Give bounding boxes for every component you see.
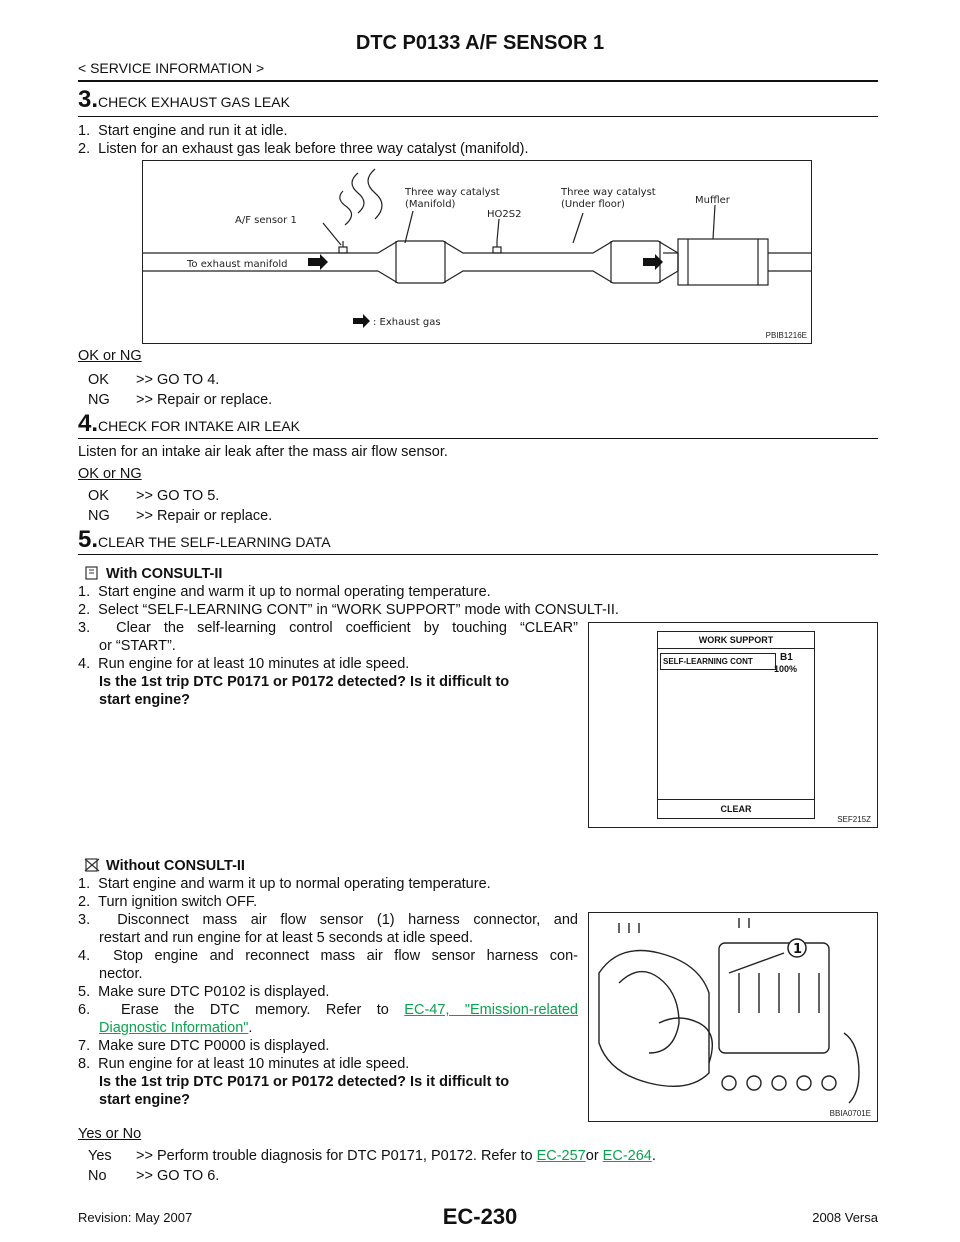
no-consult-icon [84,858,102,872]
label-twc-underfloor-2: (Under floor) [561,199,625,210]
step-4-result-ng: NG >> Repair or replace. [88,508,273,524]
screen-bank: B1 [780,652,793,663]
step-3-result-ok: OK >> GO TO 4. [88,372,220,388]
callout-1: 1 [793,942,803,957]
header-rule [78,80,878,82]
label-to-manifold: To exhaust manifold [187,259,288,270]
step-5-rule [78,554,878,555]
consult-screen-figure [588,622,878,828]
exhaust-system-figure [142,160,812,344]
step-4-rule [78,438,878,439]
without-item-1: 1. Start engine and warm it up to normal operating temperature. [78,876,491,892]
label-af-sensor: A/F sensor 1 [235,215,297,226]
footer-model: 2008 Versa [812,1210,878,1225]
with-item-2: 2. Select “SELF-LEARNING CONT” in “WORK SUPPORT” mode with CONSULT-II. [78,602,619,618]
clear-button: CLEAR [658,799,814,818]
figure-id: PBIB1216E [765,331,807,340]
footer-revision: Revision: May 2007 [78,1210,193,1225]
page-title: DTC P0133 A/F SENSOR 1 [355,32,605,54]
with-consult-heading: With CONSULT-II [84,565,222,583]
step-4-heading: 4.CHECK FOR INTAKE AIR LEAK [78,410,301,437]
without-item-2: 2. Turn ignition switch OFF. [78,894,258,910]
step-3-result-ng: NG >> Repair or replace. [88,392,273,408]
with-item-3-4: 3. Clear the self-learning control coefficient by touching “CLEAR” or “START”. 4. Run engine for at least 10 minutes at idle speed. Is the 1st trip DTC P0171 or P0172 detected? Is it difficult to start engine? [78,620,578,708]
step-5-result-label: Yes or No [78,1126,142,1142]
step-4-result-label: OK or NG [78,466,142,482]
with-item-1: 1. Start engine and warm it up to normal operating temperature. [78,584,491,600]
engine-photo-figure [588,912,878,1122]
screen-figure-id: SEF215Z [837,815,871,824]
step-4-text: Listen for an intake air leak after the mass air flow sensor. [78,444,448,460]
step-3-heading: 3.CHECK EXHAUST GAS LEAK [78,86,290,113]
step-5-result-no: No >> GO TO 6. [88,1168,220,1184]
section-label: < SERVICE INFORMATION > [78,60,265,76]
step-3-result-label: OK or NG [78,348,142,364]
step-4-result-ok: OK >> GO TO 5. [88,488,220,504]
screen-value: 100% [774,664,798,674]
step-3-item-1: 1. Start engine and run it at idle. [78,123,288,139]
screen-header: WORK SUPPORT [658,632,814,649]
label-twc-manifold-1: Three way catalyst [405,187,500,198]
link-ec-47-cont[interactable]: Diagnostic Information" [99,1020,249,1036]
screen-item: SELF-LEARNING CONT [660,653,776,670]
step-3-rule [78,116,878,117]
step-5-result-yes: Yes >> Perform trouble diagnosis for DTC P0171, P0172. Refer to EC-257or EC-264. [88,1148,656,1164]
label-muffler: Muffler [695,195,730,206]
step-3-item-2: 2. Listen for an exhaust gas leak before three way catalyst (manifold). [78,141,529,157]
step-5-heading: 5.CLEAR THE SELF-LEARNING DATA [78,526,331,553]
consult-tool-icon [84,566,102,580]
consult-screen [657,631,815,819]
label-twc-underfloor-1: Three way catalyst [561,187,656,198]
link-ec-264[interactable]: EC-264 [602,1148,652,1164]
label-exhaust-gas: : Exhaust gas [373,317,441,328]
footer-page-number: EC-230 [442,1204,518,1229]
engine-bay-drawing [589,913,877,1121]
photo-figure-id: BBIA0701E [829,1109,871,1118]
label-twc-manifold-2: (Manifold) [405,199,456,210]
label-ho2s2: HO2S2 [487,209,522,220]
without-items-3-8: 3. Disconnect mass air flow sensor (1) harness connector, and restart and run engine for at least 5 seconds at idle speed. 4. Stop engine and reconnect mass air flow sensor harness con- nector. 5. Make sure DTC P0102 is displayed. 6. Erase the DTC memory. Refer to EC-47, "Emission-related Diagnostic Information". 7. Make sure DTC P0000 is displayed. 8. Run engine for at least 10 minutes at idle speed. Is the 1st trip DTC P0171 or P0172 detected? Is it difficult to start engine? [78,912,578,1108]
link-ec-47[interactable]: EC-47, "Emission-related [404,1002,578,1018]
exhaust-diagram [143,161,811,343]
without-consult-heading: Without CONSULT-II [84,857,245,875]
link-ec-257[interactable]: EC-257 [536,1148,586,1164]
